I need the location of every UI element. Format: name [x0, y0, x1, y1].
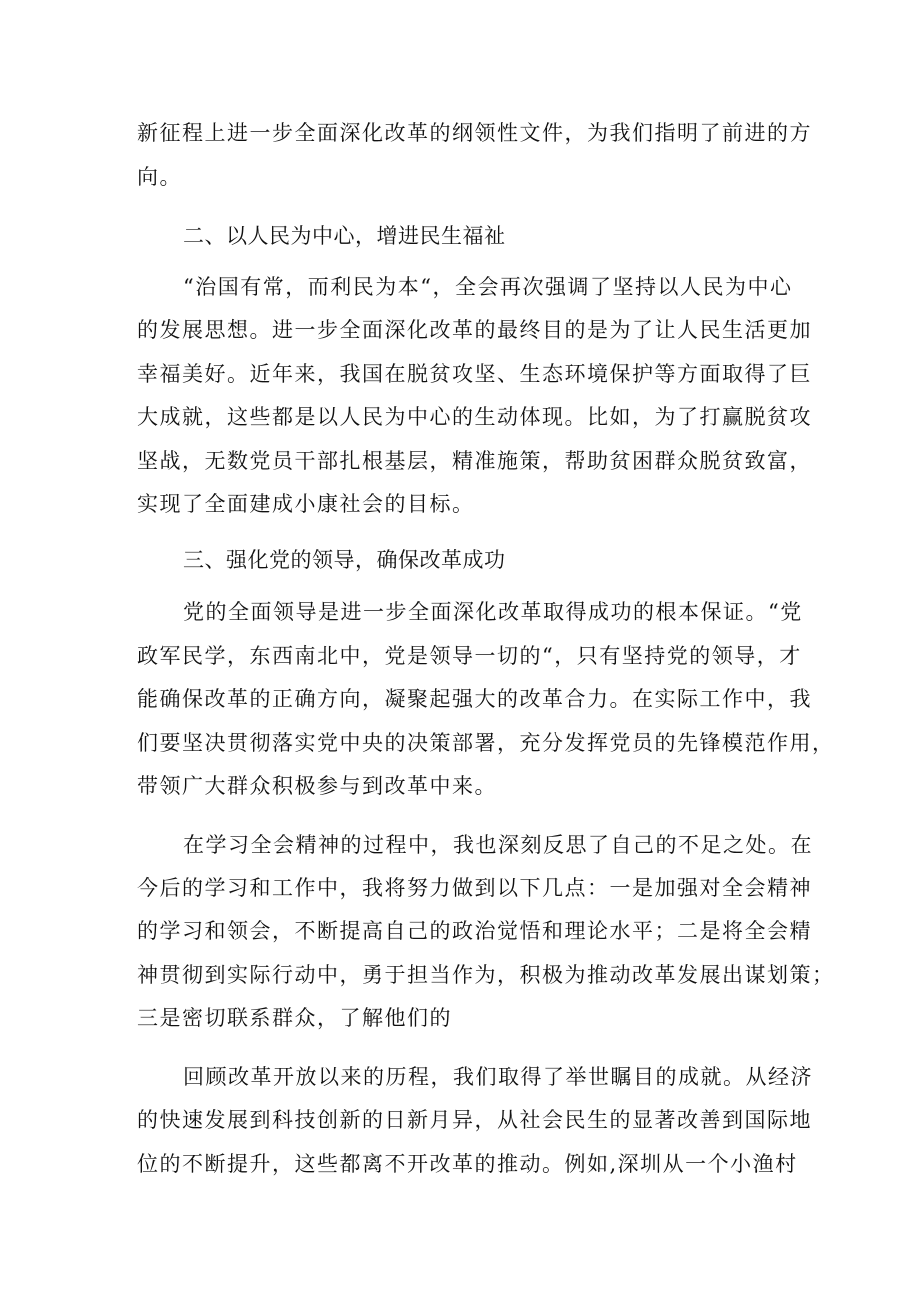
section-2-line-1: “治国有常，而利民为本“，全会再次强调了坚持以人民为中心 — [183, 275, 793, 299]
review-line-3: 位的不断提升，这些都离不开改革的推动。例如,深圳从一个小渔村 — [137, 1152, 798, 1176]
reflection-line-1: 在学习全会精神的过程中，我也深刻反思了自己的不足之处。在 — [183, 833, 813, 857]
reflection-line-4: 神贯彻到实际行动中，勇于担当作为，积极为推动改革发展出谋划策； — [137, 963, 835, 987]
section-2-heading: 二、以人民为中心，增进民生福祉 — [183, 224, 506, 248]
section-2-line-3: 幸福美好。近年来，我国在脱贫攻坚、生态环境保护等方面取得了巨 — [137, 362, 812, 386]
reflection-line-3: 的学习和领会，不断提高自己的政治觉悟和理论水平；二是将全会精 — [137, 919, 812, 943]
reflection-line-5: 三是密切联系群众，了解他们的 — [137, 1006, 452, 1030]
intro-line-2: 向。 — [137, 165, 182, 189]
intro-line-1: 新征程上进一步全面深化改革的纲领性文件，为我们指明了前进的方 — [137, 121, 812, 145]
section-3-heading: 三、强化党的领导，确保改革成功 — [183, 548, 506, 572]
section-3-line-5: 带领广大群众积极参与到改革中来。 — [137, 774, 497, 798]
section-3-line-2: 政军民学，东西南北中，党是领导一切的“，只有坚持党的领导，才 — [137, 644, 802, 668]
section-2-line-2: 的发展思想。进一步全面深化改革的最终目的是为了让人民生活更加 — [137, 318, 812, 342]
review-line-2: 的快速发展到科技创新的日新月异，从社会民生的显著改善到国际地 — [137, 1108, 812, 1132]
section-2-line-6: 实现了全面建成小康社会的目标。 — [137, 492, 475, 516]
section-3-line-1: 党的全面领导是进一步全面深化改革取得成功的根本保证。“党 — [183, 600, 803, 624]
section-3-line-4: 们要坚决贯彻落实党中央的决策部署，充分发挥党员的先锋模范作用， — [137, 731, 835, 755]
section-2-line-4: 大成就，这些都是以人民为中心的生动体现。比如，为了打赢脱贫攻 — [137, 405, 812, 429]
section-2-line-5: 坚战，无数党员干部扎根基层，精准施策，帮助贫困群众脱贫致富， — [137, 449, 812, 473]
section-3-line-3: 能确保改革的正确方向，凝聚起强大的改革合力。在实际工作中，我 — [137, 687, 812, 711]
reflection-line-2: 今后的学习和工作中，我将努力做到以下几点：一是加强对全会精神 — [137, 876, 812, 900]
review-line-1: 回顾改革开放以来的历程，我们取得了举世瞩目的成就。从经济 — [183, 1065, 813, 1089]
